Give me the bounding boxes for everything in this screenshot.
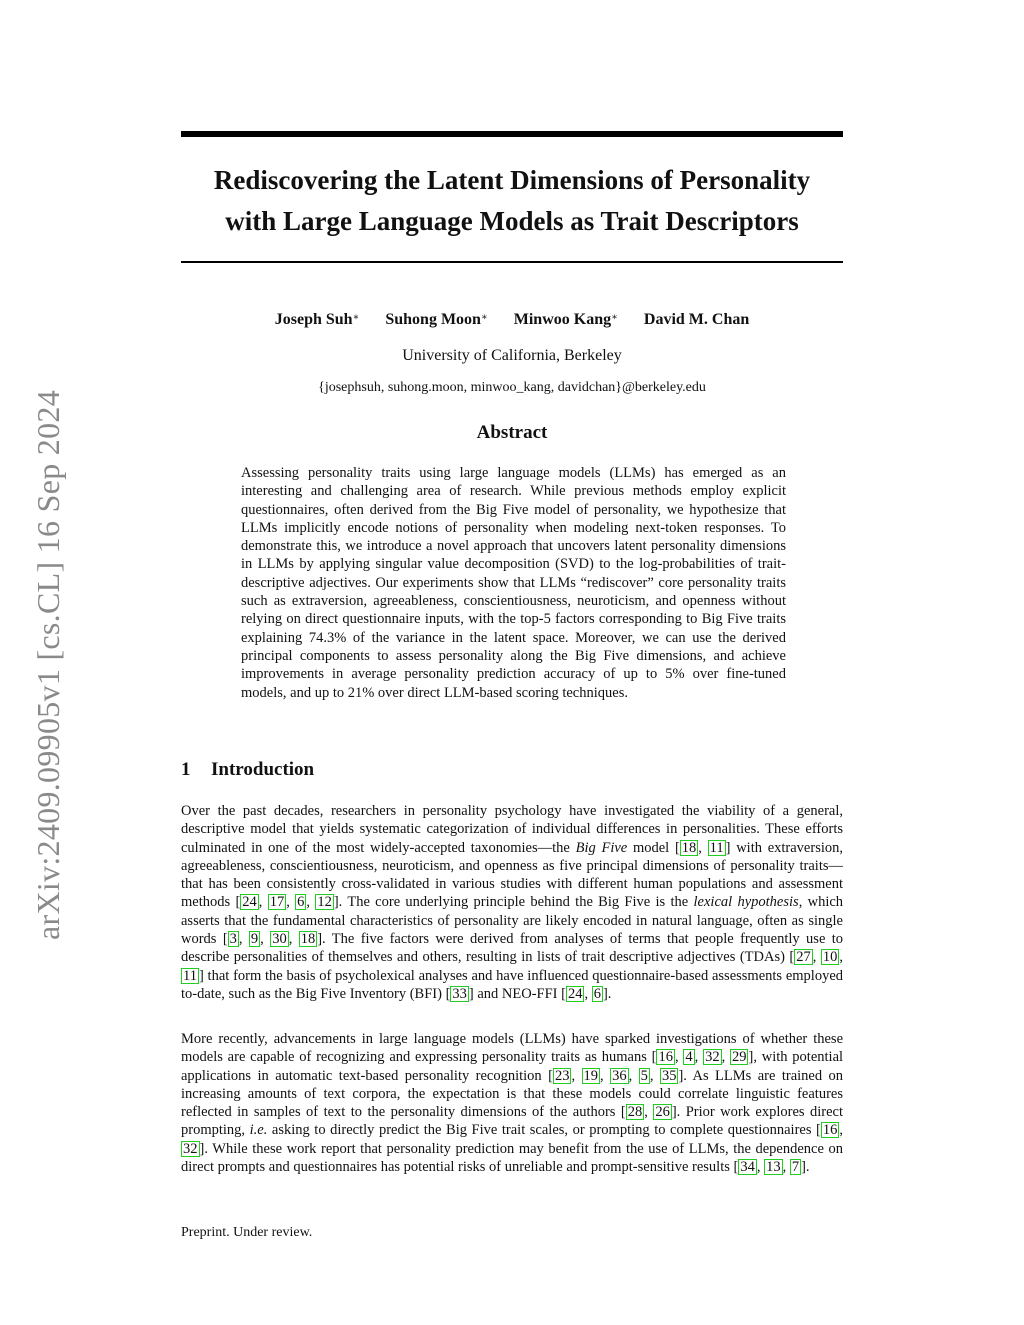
citation-link[interactable]: 26 (655, 1104, 670, 1121)
italic-text: Big Five (575, 839, 628, 856)
title-rule-top (181, 131, 843, 137)
body-text: ] and NEO-FFI [ (468, 985, 566, 1002)
citation-link[interactable]: 27 (796, 949, 811, 966)
citation-link[interactable]: 17 (269, 894, 285, 911)
title-line-1: Rediscovering the Latent Dimensions of Personality (213, 165, 811, 195)
body-text: , (258, 894, 268, 911)
citation-link[interactable]: 29 (731, 1049, 747, 1066)
body-text: ]. Prior work explores direct prompting, (181, 1104, 844, 1139)
author-emails: {josephsuh, suhong.moon, minwoo_kang, davidchan}@berkeley.edu (318, 380, 706, 395)
citation-link[interactable]: 6 (297, 894, 305, 911)
citation-link[interactable]: 4 (685, 1049, 693, 1066)
citation-link[interactable]: 36 (612, 1067, 627, 1084)
body-text: , (644, 1104, 654, 1121)
citation-link[interactable]: 23 (554, 1067, 570, 1084)
citation-link[interactable]: 30 (272, 931, 287, 948)
citation-link[interactable]: 6 (593, 985, 601, 1002)
citation-link[interactable]: 16 (822, 1122, 838, 1139)
citation-link[interactable]: 32 (183, 1140, 198, 1157)
arxiv-identifier: arXiv:2409.09905v1 [cs.CL] 16 Sep 2024 (30, 389, 66, 940)
body-text: , (839, 1122, 843, 1139)
affiliation: University of California, Berkeley (402, 347, 622, 364)
body-text: ]. While these work report that personality prediction may benefit from the use of LLMs, the dependence on direct prompts and questionnaires has potential risks of unreliable and prompt-sensitive results [ (181, 1140, 843, 1176)
body-text: , (649, 1067, 660, 1084)
body-text: , (286, 894, 296, 911)
paper-title (181, 160, 843, 242)
citation-link[interactable]: 16 (658, 1049, 673, 1066)
citation-link[interactable]: 24 (567, 985, 583, 1002)
citation-link[interactable]: 19 (583, 1067, 598, 1084)
citation-link[interactable]: 32 (705, 1049, 720, 1066)
body-text: , (238, 931, 249, 948)
citation-link[interactable]: 18 (681, 839, 697, 856)
author: Minwoo Kang∗ (513, 311, 618, 328)
author: Joseph Suh∗ (274, 311, 360, 328)
intro-paragraph-2 (181, 1030, 843, 1176)
body-text: , (260, 931, 271, 948)
body-text: , which asserts that the fundamental characteristics of personality are likely encoded in natural language, often as single words [ (181, 894, 844, 948)
body-text: , (674, 1049, 684, 1066)
citation-link[interactable]: 5 (640, 1067, 648, 1084)
italic-text: i.e. (249, 1122, 268, 1139)
body-text: model [ (627, 839, 680, 856)
body-text: ] that form the basis of psycholexical analyses and have influenced questionnaire-based assessments employed to-date, such as the Big Five Inventory (BFI) [ (181, 967, 843, 1002)
citation-link[interactable]: 28 (627, 1104, 643, 1121)
body-text: , (694, 1049, 704, 1066)
abstract-heading: Abstract (476, 422, 548, 443)
body-text: ]. The five factors were derived from analyses of terms that people frequently use to describe personalities of themselves and others, resulting in lists of trait descriptive adjectives (TDAs) [ (181, 931, 844, 966)
body-text: , (839, 949, 844, 966)
body-text: ]. The core underlying principle behind the Big Five is the (333, 894, 694, 911)
body-text: , (628, 1067, 639, 1084)
body-text: ]. (602, 985, 612, 1002)
title-rule-bottom (181, 261, 843, 263)
abstract-body: Assessing personality traits using large language models (LLMs) has emerged as an interesting and challenging area of research. While previous methods employ explicit questionnaires, often derived from the Big Five model of personality, we hypothesize that LLMs implicitly encode notions of personality when modeling next-token responses. To demonstrate this, we introduce a novel approach that uncovers latent personality dimensions in LLMs by applying singular value decomposition (SVD) to the log-probabilities of trait-descriptive adjectives. Our experiments show that LLMs “rediscover” core personality traits such as extraversion, agreeableness, conscientiousness, neuroticism, and openness without relying on direct questionnaire inputs, with the top-5 factors corresponding to Big Five traits explaining 74.3% of the variance in the latent space. Moreover, we can use the derived principal components to assess personality along the Big Five dimensions, and achieve improvements in average personality prediction accuracy of up to 5% over fine-tuned models, and up to 21% over direct LLM-based scoring techniques. (241, 465, 786, 701)
body-text: , (756, 1159, 765, 1176)
body-text: , (584, 985, 592, 1002)
citation-link[interactable]: 12 (317, 894, 332, 911)
body-text: ] with extraversion, agreeableness, conscientiousness, neuroticism, and openness as five principal dimensions of personality traits—that has been consistently cross-validated in various studies with different human populations and assessment methods [ (181, 839, 843, 911)
intro-paragraph-1 (181, 802, 843, 1003)
body-text: , (721, 1049, 730, 1066)
author-list (181, 309, 843, 331)
section-title: Introduction (211, 759, 315, 780)
citation-link[interactable]: 24 (242, 894, 257, 911)
citation-link[interactable]: 11 (709, 839, 724, 856)
citation-link[interactable]: 10 (822, 949, 838, 966)
section-number: 1 (181, 759, 191, 780)
citation-link[interactable]: 11 (183, 967, 197, 984)
body-text: More recently, advancements in large language models (LLMs) have sparked investigations of whether these models are capable of recognizing and expressing personality traits as humans [ (181, 1031, 843, 1066)
author: David M. Chan (643, 311, 750, 328)
body-text: , (812, 949, 821, 966)
author: Suhong Moon∗ (385, 311, 488, 328)
body-text: ]. As LLMs are trained on increasing amounts of text corpora, the expectation is that these models could correlate linguistic features reflected in samples of text to the personality dimensions of the authors [ (181, 1067, 844, 1121)
citation-link[interactable]: 13 (766, 1159, 781, 1176)
section-heading (181, 757, 843, 783)
body-text: , (288, 931, 299, 948)
title-line-2: with Large Language Models as Trait Descriptors (225, 206, 799, 236)
body-text: , (306, 894, 316, 911)
citation-link[interactable]: 9 (250, 931, 259, 948)
citation-link[interactable]: 18 (300, 931, 316, 948)
body-text: ], with potential applications in automatic text-based personality recognition [ (181, 1049, 844, 1084)
body-text: , (571, 1067, 582, 1084)
citation-link[interactable]: 33 (452, 985, 467, 1002)
body-text: Over the past decades, researchers in personality psychology have investigated the viability of a general, descriptive model that yields systematic categorization of individual differences in personalities. These efforts culminated in one of the most widely-accepted taxonomies—the (181, 803, 843, 856)
citation-link[interactable]: 35 (661, 1067, 677, 1084)
body-text: , (698, 839, 708, 856)
citation-link[interactable]: 34 (740, 1159, 755, 1176)
body-text: , (600, 1067, 611, 1084)
citation-link[interactable]: 7 (791, 1159, 800, 1176)
citation-link[interactable]: 3 (229, 931, 237, 948)
italic-text: lexical hypothesis (693, 894, 799, 911)
page-footer: Preprint. Under review. (181, 1225, 313, 1240)
body-text: asking to directly predict the Big Five trait scales, or prompting to complete questionnaires [ (267, 1122, 821, 1139)
body-text: , (782, 1159, 790, 1176)
body-text: ]. (801, 1159, 810, 1176)
